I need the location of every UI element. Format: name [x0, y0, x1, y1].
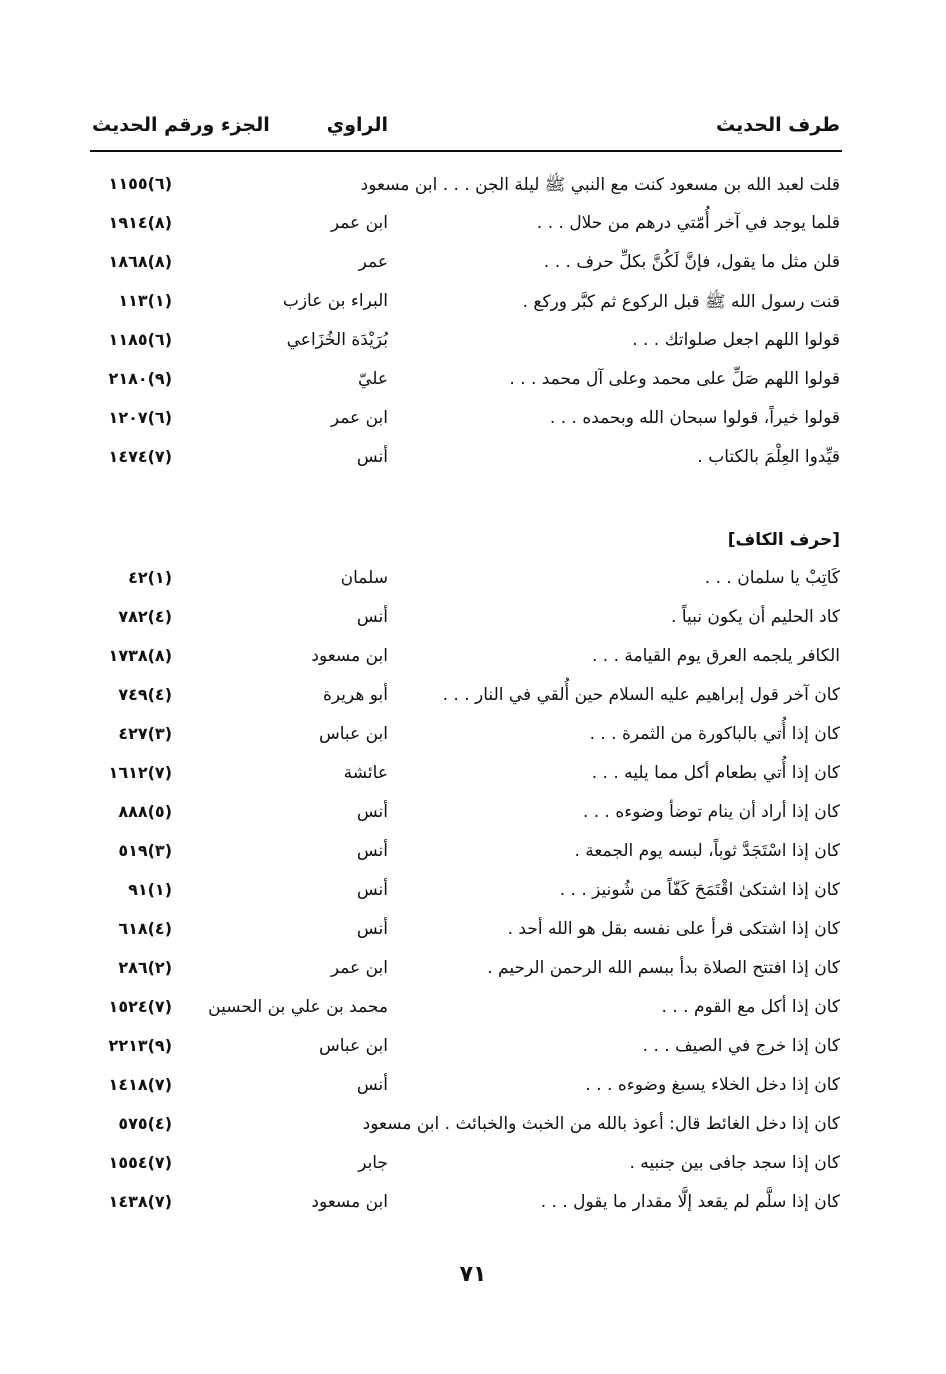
hadith-ref: (٣)٥١٩	[118, 841, 172, 860]
hadith-list-qaf	[90, 168, 840, 480]
narrator-name: ابن عمر	[330, 408, 388, 428]
hadith-text: قلن مثل ما يقول، فإنَّ لَكُنَّ بكلِّ حرف . . .	[543, 252, 840, 272]
hadith-ref: (٩)٢٢١٣	[108, 1036, 172, 1055]
hadith-text: كان إذا اشتكى قرأ على نفسه بقل هو الله أحد .	[507, 919, 840, 939]
hadith-text: كان إذا أراد أن ينام توضأ وضوءه . . .	[582, 802, 840, 822]
hadith-ref: (٤)٧٤٩	[118, 685, 172, 704]
hadith-list-kaf	[90, 562, 840, 1225]
narrator-name: ابن مسعود	[311, 646, 388, 666]
table-row	[90, 913, 840, 952]
narrator-name: أنس	[356, 841, 388, 861]
hadith-ref: (٢)٢٨٦	[118, 958, 172, 977]
narrator-name: البراء بن عازب	[282, 291, 388, 311]
table-row	[90, 835, 840, 874]
hadith-ref: (٧)١٤١٨	[108, 1075, 172, 1094]
narrator-name: بُرَيْدَة الخُزَاعي	[286, 330, 388, 350]
header-rule	[90, 150, 842, 152]
table-row	[90, 679, 840, 718]
hadith-text: قلما يوجد في آخر أُمّتي درهم من حلال . . .	[536, 213, 840, 233]
table-header	[90, 114, 840, 148]
hadith-ref: (٨)١٧٣٨	[108, 646, 172, 665]
hadith-ref: (٧)١٤٧٤	[108, 447, 172, 466]
hadith-text: قولوا اللهم اجعل صلواتك . . .	[632, 330, 840, 350]
hadith-text: قيِّدوا العِلْمَ بالكتاب .	[697, 447, 840, 467]
table-row	[90, 796, 840, 835]
hadith-ref: (٧)١٥٥٤	[108, 1153, 172, 1172]
narrator-name: ابن عمر	[330, 958, 388, 978]
table-row	[90, 1030, 840, 1069]
hadith-text: قنت رسول الله ﷺ قبل الركوع ثم كبَّر وركع .	[522, 292, 840, 312]
hadith-text: كان إذا خرج في الصيف . . .	[642, 1036, 840, 1056]
hadith-ref: (٩)٢١٨٠	[108, 369, 172, 388]
hadith-ref: (٦)١٢٠٧	[108, 408, 172, 427]
narrator-name: أنس	[356, 447, 388, 467]
narrator-name: محمد بن علي بن الحسين	[208, 997, 388, 1017]
narrator-name: عمر	[358, 252, 388, 272]
narrator-name: ابن مسعود	[311, 1192, 388, 1212]
hadith-text: الكافر يلجمه العرق يوم القيامة . . .	[591, 646, 840, 666]
page-number: ٧١	[459, 1262, 487, 1287]
narrator-name: عليّ	[358, 369, 388, 389]
table-row	[90, 757, 840, 796]
table-row	[90, 1147, 840, 1186]
hadith-text: كان إذا اشتكىٰ اقْتَمَحَ كَفّاً من شُونيز . . .	[559, 880, 840, 900]
narrator-name: أنس	[356, 607, 388, 627]
narrator-name: عائشة	[343, 763, 388, 783]
hadith-ref: (١)٤٢	[128, 568, 172, 587]
hadith-text: كان إذا افتتح الصلاة بدأ ببسم الله الرحمن الرحيم .	[487, 958, 840, 978]
narrator-name: جابر	[358, 1153, 388, 1173]
narrator-name: ابن عباس	[318, 724, 388, 744]
header-ref: الجزء ورقم الحديث	[92, 114, 270, 136]
narrator-name: أبو هريرة	[322, 685, 388, 705]
table-row	[90, 718, 840, 757]
hadith-text: كان إذا دخل الخلاء يسبغ وضوءه . . .	[585, 1075, 840, 1095]
narrator-name: أنس	[356, 802, 388, 822]
hadith-ref: (٧)١٥٢٤	[108, 997, 172, 1016]
table-row	[90, 562, 840, 601]
hadith-text: كان إذا دخل الغائط قال: أعوذ بالله من الخبث والخبائث . ابن مسعود	[362, 1114, 840, 1134]
table-row	[90, 285, 840, 324]
narrator-name: ابن عباس	[318, 1036, 388, 1056]
hadith-text: كان إذا سجد جافى بين جنبيه .	[629, 1153, 840, 1173]
narrator-name: أنس	[356, 880, 388, 900]
section-title: [حرف الكاف]	[727, 530, 840, 550]
table-row	[90, 441, 840, 480]
table-row	[90, 363, 840, 402]
header-narrator: الراوي	[326, 114, 388, 136]
table-row	[90, 324, 840, 363]
hadith-text: كان آخر قول إبراهيم عليه السلام حين أُلقي في النار . . .	[442, 685, 840, 705]
hadith-ref: (٧)١٦١٢	[108, 763, 172, 782]
header-hadith: طرف الحديث	[716, 114, 840, 136]
hadith-ref: (٦)١١٨٥	[108, 330, 172, 349]
table-row	[90, 207, 840, 246]
hadith-ref: (٧)١٤٣٨	[108, 1192, 172, 1211]
table-row	[90, 640, 840, 679]
narrator-name: أنس	[356, 1075, 388, 1095]
hadith-ref: (٨)١٩١٤	[108, 213, 172, 232]
hadith-text: كان إذا أُتي بطعام أكل مما يليه . . .	[591, 763, 840, 783]
hadith-ref: (٣)٤٢٧	[118, 724, 172, 743]
hadith-text: كان إذا اسْتَجَدَّ ثوباً، لبسه يوم الجمعة .	[574, 841, 840, 861]
hadith-ref: (٥)٨٨٨	[118, 802, 172, 821]
narrator-name: سلمان	[340, 568, 388, 588]
hadith-ref: (٤)٧٨٢	[118, 607, 172, 626]
hadith-text: كَاتِبْ يا سلمان . . .	[704, 568, 840, 588]
hadith-text: كان إذا سلَّم لم يقعد إلَّا مقدار ما يقول . . .	[540, 1192, 840, 1212]
table-row	[90, 601, 840, 640]
table-row	[90, 1186, 840, 1225]
hadith-ref: (١)٩١	[128, 880, 172, 899]
table-row	[90, 874, 840, 913]
narrator-name: أنس	[356, 919, 388, 939]
hadith-text: قلت لعبد الله بن مسعود كنت مع النبي ﷺ ليلة الجن . . . ابن مسعود	[360, 175, 840, 195]
hadith-text: كان إذا أُتي بالباكورة من الثمرة . . .	[589, 724, 840, 744]
hadith-text: قولوا خيراً، قولوا سبحان الله وبحمده . . .	[549, 408, 840, 428]
hadith-text: كان إذا أكل مع القوم . . .	[661, 997, 840, 1017]
table-row	[90, 1108, 840, 1147]
table-row	[90, 952, 840, 991]
table-row	[90, 246, 840, 285]
table-row	[90, 402, 840, 441]
hadith-ref: (٨)١٨٦٨	[108, 252, 172, 271]
table-row	[90, 991, 840, 1030]
table-row	[90, 1069, 840, 1108]
narrator-name: ابن عمر	[330, 213, 388, 233]
hadith-text: قولوا اللهم صَلِّ على محمد وعلى آل محمد . . .	[509, 369, 840, 389]
hadith-text: كاد الحليم أن يكون نبياً .	[671, 607, 840, 627]
hadith-ref: (٦)١١٥٥	[108, 174, 172, 193]
hadith-ref: (١)١١٣	[118, 291, 172, 310]
table-row	[90, 168, 840, 207]
hadith-ref: (٤)٥٧٥	[118, 1114, 172, 1133]
hadith-ref: (٤)٦١٨	[118, 919, 172, 938]
